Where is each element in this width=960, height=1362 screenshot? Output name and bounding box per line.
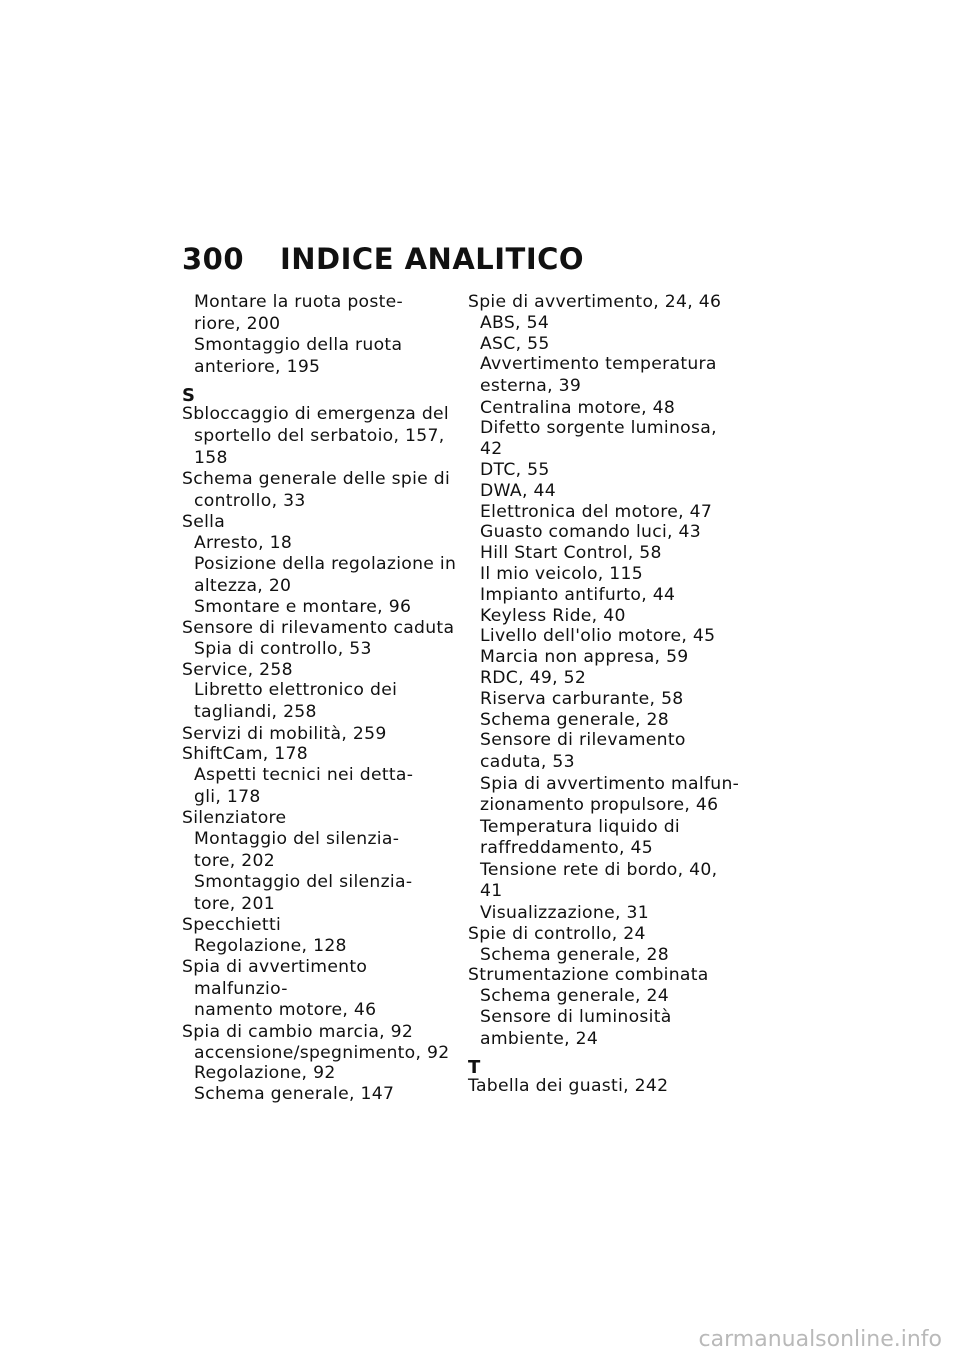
index-subentry: Visualizzazione, 31 bbox=[480, 903, 649, 924]
index-section-letter: T bbox=[468, 1057, 481, 1079]
index-subentry: ASC, 55 bbox=[480, 333, 550, 354]
index-entry: Tabella dei guasti, 242 bbox=[468, 1076, 669, 1097]
index-subentry: Schema generale, 28 bbox=[480, 709, 669, 730]
index-subentry: Il mio veicolo, 115 bbox=[480, 563, 644, 584]
index-subentry: Spia di controllo, 53 bbox=[194, 638, 372, 659]
index-entry: Spie di controllo, 24 bbox=[468, 923, 646, 944]
index-subentry: Arresto, 18 bbox=[194, 533, 293, 554]
index-subentry: Smontare e montare, 96 bbox=[194, 597, 412, 618]
index-section-letter: S bbox=[182, 385, 195, 407]
index-entry: Strumentazione combinata bbox=[468, 965, 709, 986]
index-entry: Silenziatore bbox=[182, 808, 287, 829]
index-entry: ShiftCam, 178 bbox=[182, 744, 308, 765]
index-subentry: Schema generale, 28 bbox=[480, 944, 669, 965]
index-subentry: Avvertimento temperatura esterna, 39 bbox=[480, 354, 717, 396]
index-subentry: Riserva carburante, 58 bbox=[480, 688, 684, 709]
index-entry: Spie di avvertimento, 24, 46 bbox=[468, 292, 722, 312]
index-subentry: Difetto sorgente luminosa, 42 bbox=[480, 418, 717, 460]
index-entry: Sbloccaggio di emergenza del sportello del serbatoio, 157, 158 bbox=[182, 404, 449, 468]
index-column-right bbox=[468, 292, 743, 1097]
index-subentry: Schema generale, 147 bbox=[194, 1084, 395, 1105]
index-subentry: Smontaggio del silenzia- tore, 201 bbox=[194, 872, 413, 914]
index-subentry: Hill Start Control, 58 bbox=[480, 543, 662, 564]
index-entry: Service, 258 bbox=[182, 659, 293, 680]
index-entry: Schema generale delle spie di controllo, 33 bbox=[182, 469, 451, 511]
index-subentry: Libretto elettronico dei tagliandi, 258 bbox=[194, 680, 398, 722]
index-subentry: Livello dell'olio motore, 45 bbox=[480, 626, 716, 647]
index-column-left bbox=[182, 292, 457, 1105]
index-subentry: Regolazione, 128 bbox=[194, 936, 347, 957]
index-subentry: ABS, 54 bbox=[480, 312, 550, 333]
index-subentry: Guasto comando luci, 43 bbox=[480, 522, 702, 543]
index-subentry: Elettronica del motore, 47 bbox=[480, 501, 713, 522]
index-entry: Spia di avvertimento malfunzio- namento motore, 46 bbox=[182, 957, 377, 1021]
index-entry: Sella bbox=[182, 512, 226, 533]
index-entry: Sensore di rilevamento caduta bbox=[182, 617, 455, 638]
index-subentry: Impianto antifurto, 44 bbox=[480, 584, 676, 605]
index-subentry: Regolazione, 92 bbox=[194, 1063, 336, 1084]
index-subentry: Centralina motore, 48 bbox=[480, 397, 676, 418]
index-subentry: accensione/spegnimento, 92 bbox=[194, 1042, 450, 1063]
index-subentry: DWA, 44 bbox=[480, 480, 556, 501]
index-entry: Spia di cambio marcia, 92 bbox=[182, 1021, 414, 1042]
index-subentry: Schema generale, 24 bbox=[480, 986, 669, 1007]
index-subentry: RDC, 49, 52 bbox=[480, 667, 587, 688]
index-subentry: Marcia non appresa, 59 bbox=[480, 647, 689, 668]
index-subentry: Temperatura liquido di raffreddamento, 45 bbox=[480, 816, 680, 859]
index-subentry: Sensore di luminosità ambiente, 24 bbox=[480, 1007, 672, 1049]
index-subentry: Keyless Ride, 40 bbox=[480, 605, 626, 626]
index-entry: Servizi di mobilità, 259 bbox=[182, 723, 387, 744]
index-subentry: Montaggio del silenzia- tore, 202 bbox=[194, 829, 400, 871]
index-subentry: DTC, 55 bbox=[480, 459, 550, 480]
index-subentry: Aspetti tecnici nei detta- gli, 178 bbox=[194, 765, 414, 807]
page-title: INDICE ANALITICO bbox=[280, 242, 585, 276]
index-subentry: Spia di avvertimento malfun- zionamento propulsore, 46 bbox=[480, 773, 740, 816]
page-header bbox=[182, 242, 584, 276]
watermark: carmanualsonline.info bbox=[698, 1327, 942, 1352]
index-subentry: Tensione rete di bordo, 40, 41 bbox=[480, 859, 718, 902]
index-subentry: Posizione della regolazione in altezza, 20 bbox=[194, 553, 457, 596]
index-subentry: Sensore di rilevamento caduta, 53 bbox=[480, 730, 686, 772]
page-number: 300 bbox=[182, 242, 245, 276]
index-entry: Specchietti bbox=[182, 915, 282, 936]
index-subentry: Montare la ruota poste- riore, 200 bbox=[194, 292, 404, 334]
index-subentry: Smontaggio della ruota anteriore, 195 bbox=[194, 335, 403, 377]
